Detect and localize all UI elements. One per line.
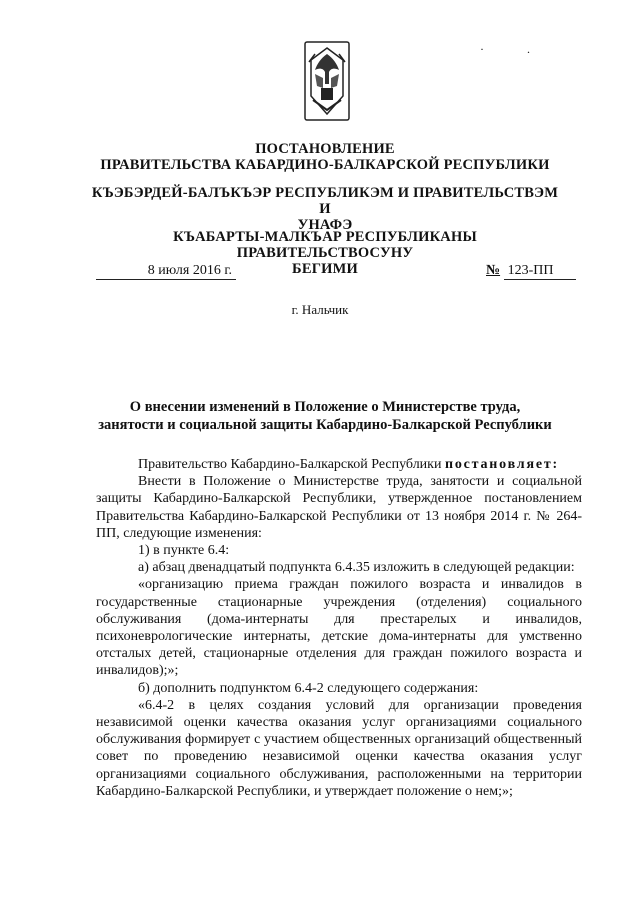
kbd-line-1: КЪЭБЭРДЕЙ-БАЛЪКЪЭР РЕСПУБЛИКЭМ И ПРАВИТЕЛЬСТВЭМ И — [91, 185, 559, 217]
paragraph-item-1: 1) в пункте 6.4: — [138, 543, 230, 559]
krc-line-2: БЕГИМИ — [292, 261, 358, 277]
title-line-1: ПОСТАНОВЛЕНИЕ — [255, 141, 395, 157]
document-number — [486, 262, 590, 280]
paragraph-amend: Внести в Положение о Министерстве труда, занятости и социальной защиты Кабардино-Балкарской Республики, утвержденное постановлением Правительства Кабардино-Балкарской Республики от 13 ноября 2014 г. № 264-ПП, следующие изменения: — [96, 474, 582, 541]
scan-specks: · . — [480, 42, 550, 56]
paragraph-item-a: а) абзац двенадцатый подпункта 6.4.35 изложить в следующей редакции: — [138, 560, 575, 576]
number-sign: № — [486, 263, 501, 278]
document-date: 8 июля 2016 г. — [96, 262, 236, 280]
document-title — [90, 141, 560, 173]
city: г. Нальчик — [291, 302, 349, 317]
kbd-line-2: УНАФЭ — [297, 217, 353, 233]
paragraph-quote-2: «6.4-2 в целях создания условий для организации проведения независимой оценки качества оказания услуг организациями социального обслуживания формирует с участием общественных организаций общественный совет по проведению независимой оценки качества оказания услуг организациями социального обслуживания, расположенными на территории Кабардино-Балкарской Республики, и утверждает положение о нем;»; — [96, 697, 582, 799]
number-value: 123-ПП — [504, 262, 576, 280]
subject-line-2: занятости и социальной защиты Кабардино-Балкарской Республики — [98, 417, 552, 433]
paragraph-quote-1: «организацию приема граждан пожилого возраста и инвалидов в государственные стационарные учреждения (отделения) социального обслуживания (дома-интернаты для престарелых и инвалидов, психоневрологические интернаты, детские дома-интернаты для умственно отсталых детей, стационарные отделения для граждан пожилого возраста и инвалидов);»; — [96, 577, 582, 679]
document-body — [96, 456, 582, 800]
title-kabardian — [90, 185, 560, 233]
document-subject — [90, 398, 560, 434]
preamble-text: Правительство Кабардино-Балкарской Республики — [138, 457, 445, 472]
paragraph-item-b: б) дополнить подпунктом 6.4-2 следующего содержания: — [138, 680, 479, 696]
subject-line-1: О внесении изменений в Положение о Министерстве труда, — [129, 399, 521, 415]
resolves-word: постановляет: — [444, 457, 559, 472]
title-line-2: ПРАВИТЕЛЬСТВА КАБАРДИНО-БАЛКАРСКОЙ РЕСПУБЛИКИ — [100, 157, 550, 173]
preamble-paragraph — [96, 456, 582, 473]
krc-line-1: КЪАБАРТЫ-МАЛКЪАР РЕСПУБЛИКАНЫ ПРАВИТЕЛЬСТВОСУНУ — [173, 229, 477, 261]
coat-of-arms-emblem — [303, 40, 351, 122]
